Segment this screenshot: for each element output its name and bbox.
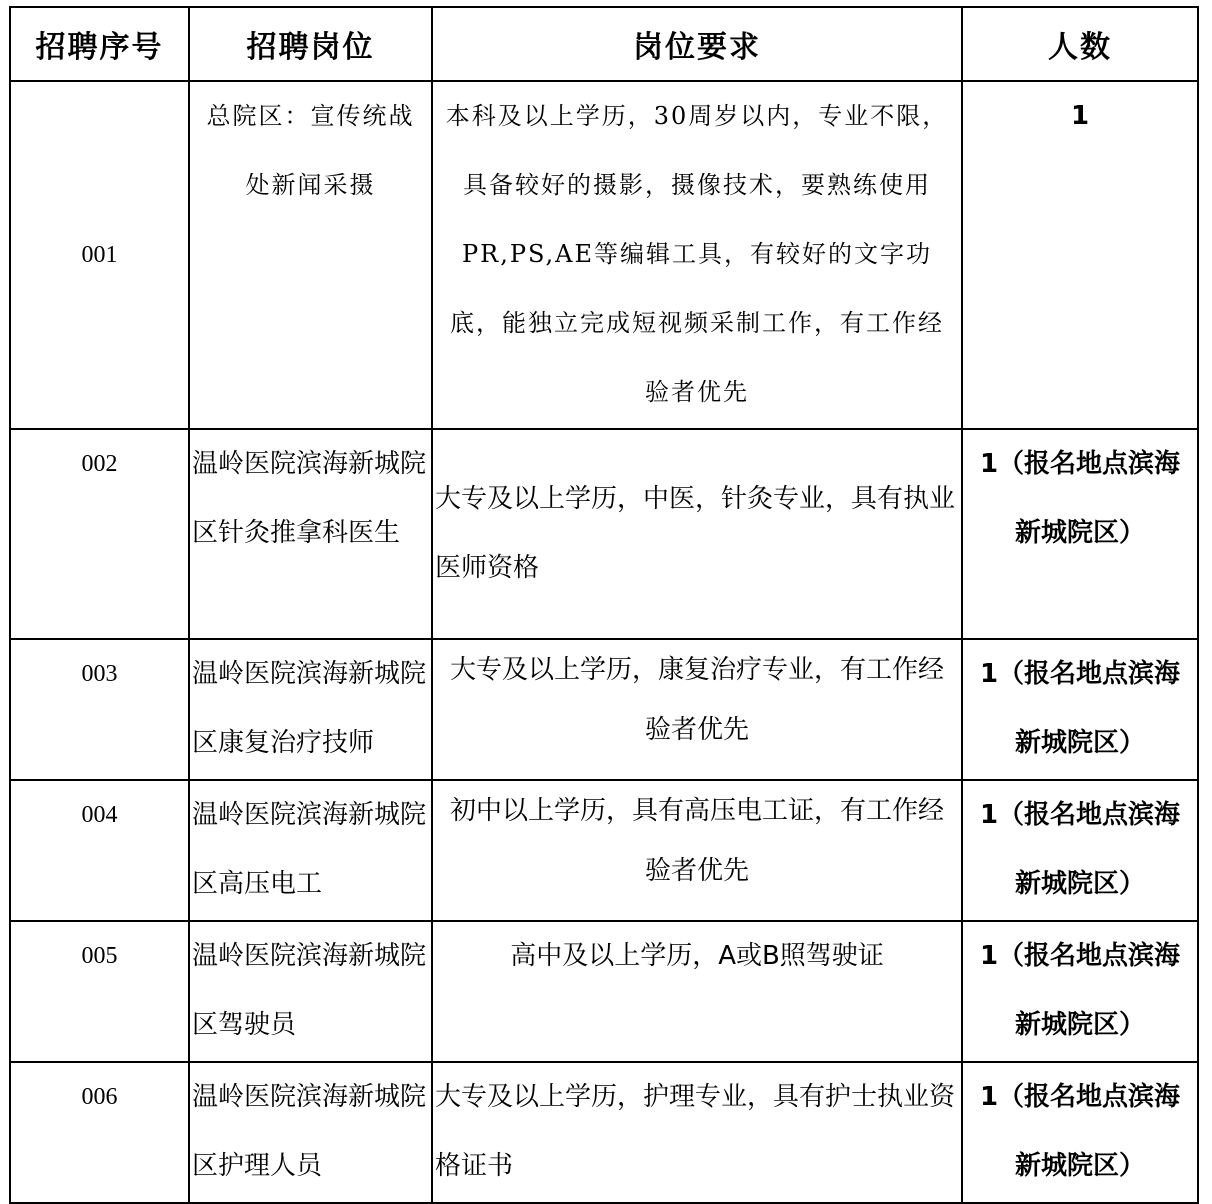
table-row: [10, 639, 1198, 780]
row-requirement: 大专及以上学历，康复治疗专业，有工作经验者优先: [432, 639, 962, 780]
row-count: 1（报名地点滨海新城院区）: [962, 429, 1198, 639]
row-position: 温岭医院滨海新城院区针灸推拿科医生: [189, 429, 432, 639]
header-position: 招聘岗位: [189, 7, 432, 81]
table-row: [10, 780, 1198, 921]
row-serial: 005: [10, 921, 189, 1062]
table-row: [10, 921, 1198, 1062]
row-position: 温岭医院滨海新城院区护理人员: [189, 1062, 432, 1203]
row-count: 1（报名地点滨海新城院区）: [962, 639, 1198, 780]
row-requirement: 大专及以上学历，中医，针灸专业，具有执业医师资格: [432, 429, 962, 639]
recruitment-table: [9, 6, 1199, 1204]
row-position: 温岭医院滨海新城院区驾驶员: [189, 921, 432, 1062]
row-count: 1（报名地点滨海新城院区）: [962, 780, 1198, 921]
row-count: 1（报名地点滨海新城院区）: [962, 1062, 1198, 1203]
row-serial: 003: [10, 639, 189, 780]
header-count: 人数: [962, 7, 1198, 81]
row-position: 温岭医院滨海新城院区康复治疗技师: [189, 639, 432, 780]
header-row: [10, 7, 1198, 81]
row-requirement: 本科及以上学历，30周岁以内，专业不限，具备较好的摄影，摄像技术，要熟练使用PR,PS,AE等编辑工具，有较好的文字功底，能独立完成短视频采制工作，有工作经验者优先: [432, 81, 962, 429]
table-row: [10, 81, 1198, 429]
row-requirement: 大专及以上学历，护理专业，具有护士执业资格证书: [432, 1062, 962, 1203]
row-serial: 006: [10, 1062, 189, 1203]
row-position: 温岭医院滨海新城院区高压电工: [189, 780, 432, 921]
row-serial: 002: [10, 429, 189, 639]
row-requirement: 初中以上学历，具有高压电工证，有工作经验者优先: [432, 780, 962, 921]
table-row: [10, 1062, 1198, 1203]
row-count: 1: [962, 81, 1198, 429]
row-count: 1（报名地点滨海新城院区）: [962, 921, 1198, 1062]
row-requirement: 高中及以上学历，A或B照驾驶证: [432, 921, 962, 1062]
row-serial: 004: [10, 780, 189, 921]
row-position: 总院区：宣传统战处新闻采摄: [189, 81, 432, 429]
row-serial: 001: [10, 81, 189, 429]
header-serial: 招聘序号: [10, 7, 189, 81]
table-row: [10, 429, 1198, 639]
header-requirement: 岗位要求: [432, 7, 962, 81]
